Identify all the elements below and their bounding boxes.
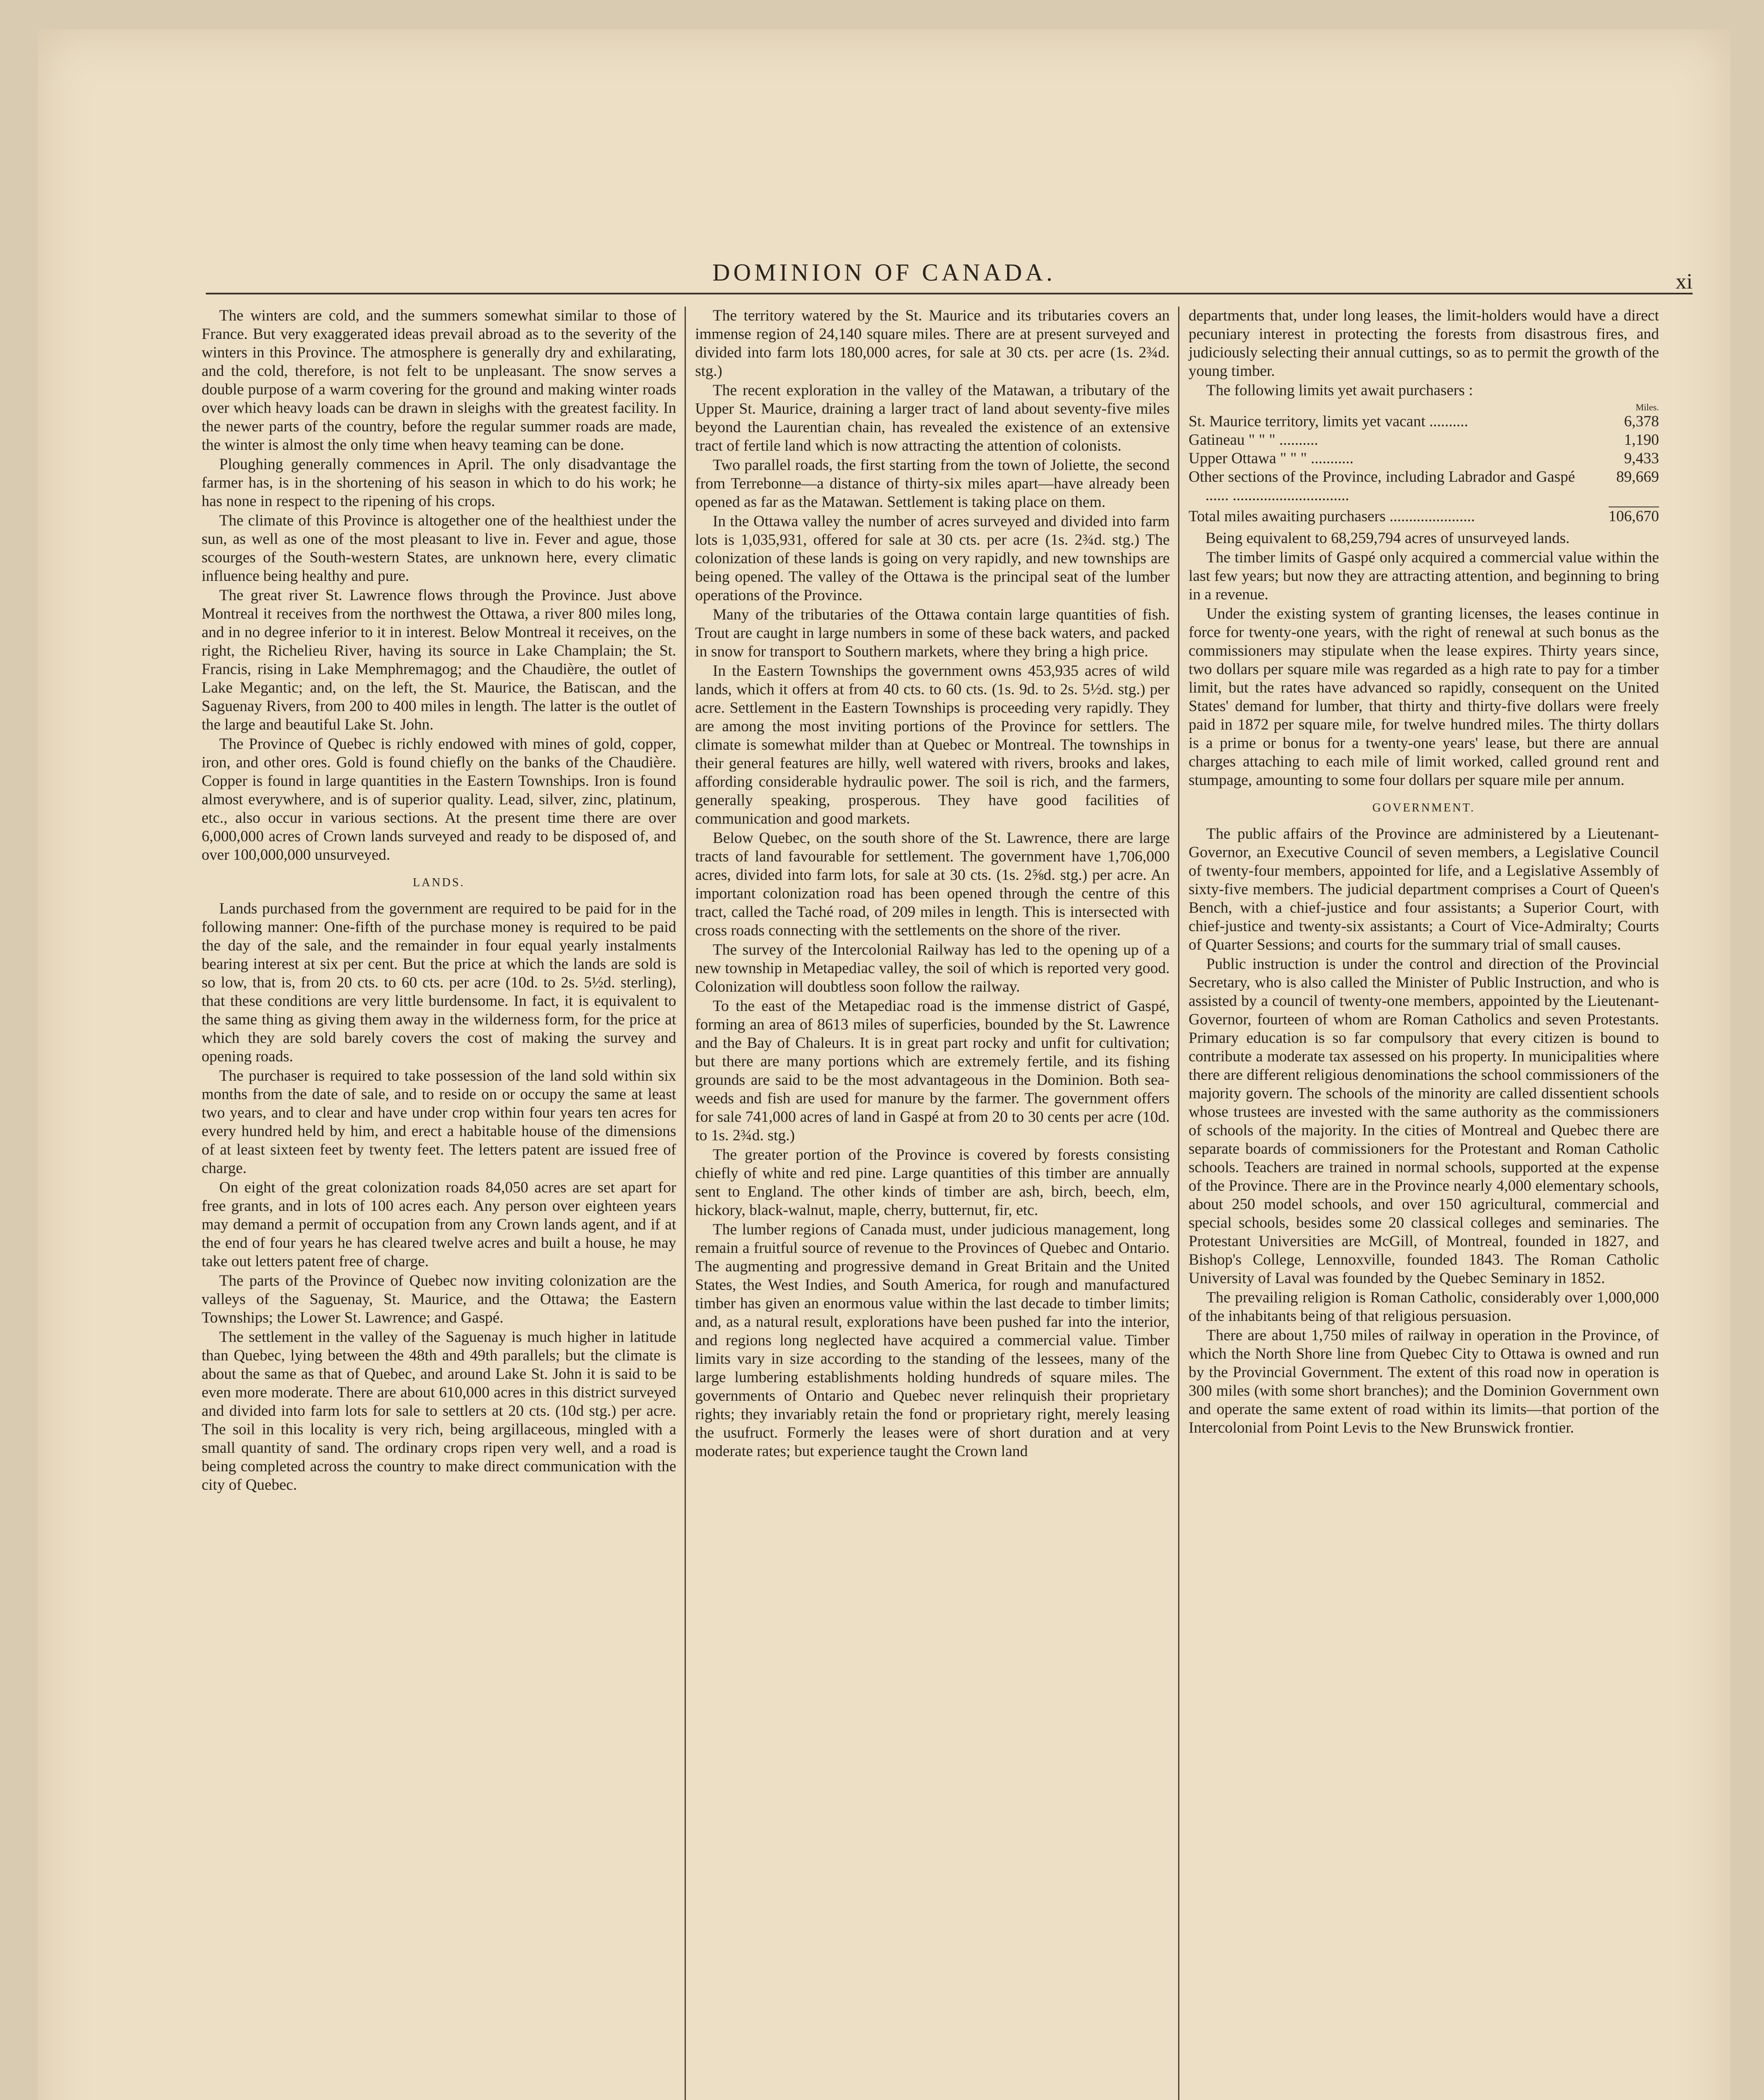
- limits-row-value: 6,378: [1624, 413, 1659, 430]
- limits-row-label: Upper Ottawa " " " ...........: [1189, 450, 1354, 467]
- limits-row: [1189, 468, 1659, 505]
- limits-intro: The following limits yet await purchasers :: [1206, 382, 1473, 399]
- section-heading-government: GOVERNMENT.: [1372, 801, 1475, 814]
- equivalent-acres: Being equivalent to 68,259,794 acres of unsurveyed lands.: [1205, 530, 1570, 547]
- paragraph: Many of the tributaries of the Ottawa contain large quantities of fish. Trout are caught in large numbers in some of these back waters, and packed in snow for transport to Southern markets, where they bring a high price.: [695, 606, 1170, 660]
- paragraph: Under the existing system of granting licenses, the leases continue in force for twenty-one years, with the right of renewal at such bonus as the commissioners may stipulate when the lease expires. Thirty years since, two dollars per square mile was regarded as a high rate to pay for a timber limit, but the rates have advanced so rapidly, consequent on the United States' demand for lumber, that thirty and thirty-five dollars were freely paid in 1872 per square mile, for twelve hundred miles. The thirty dollars is a prime or bonus for a twenty-one years' lease, but there are annual charges attaching to each mile of limit worked, called ground rent and stumpage, amounting to some four dollars per square mile per annum.: [1189, 605, 1659, 789]
- paragraph: To the east of the Metapediac road is the immense district of Gaspé, forming an area of 8613 miles of superficies, bounded by the St. Lawrence and the Bay of Chaleurs. It is in great part rocky and unfit for cultivation; but there are many portions which are extremely fertile, and its fishing grounds are said to be the most advantageous in the Dominion. Both sea-weeds and fish are used for manure by the farmer. The government offers for sale 741,000 acres of land in Gaspé at from 20 to 30 cents per acre (10d. to 1s. 2¾d. stg.): [695, 998, 1170, 1144]
- paragraph: The recent exploration in the valley of the Matawan, a tributary of the Upper St. Maurice, draining a larger tract of land about seventy-five miles beyond the Laurentian chain, has revealed the existence of an extensive tract of fertile land which is now attracting the attention of colonists.: [695, 382, 1170, 454]
- paragraph: The public affairs of the Province are administered by a Lieutenant-Governor, an Executive Council of seven members, a Legislative Council of twenty-four members, appointed for life, and a Legislative Assembly of sixty-five members. The judicial department comprises a Court of Queen's Bench, with a chief-justice and four assistants; a Superior Court, with chief-justice and twenty-six assistants; a Court of Vice-Admiralty; Courts of Quarter Sessions; and courts for the summary trial of small causes.: [1189, 825, 1659, 953]
- paragraph: There are about 1,750 miles of railway in operation in the Province, of which the North Shore line from Quebec City to Ottawa is owned and run by the Provincial Government. The extent of this road now in operation is 300 miles (with some short branches); and the Dominion Government own and operate the same extent of road within its limits—that portion of the Intercolonial from Point Levis to the New Brunswick frontier.: [1189, 1327, 1659, 1436]
- header-rule: [206, 293, 1693, 294]
- limits-row-value: 1,190: [1624, 431, 1659, 449]
- limits-row: [1189, 449, 1659, 468]
- paragraph: The Province of Quebec is richly endowed with mines of gold, copper, iron, and other ores. Gold is found chiefly on the banks of the Chaudière. Copper is found in large quantities in the Eastern Townships. Iron is found almost everywhere, and is of superior quality. Lead, silver, zinc, platinum, etc., also occur in various sections. At the present time there are over 6,000,000 acres of Crown lands surveyed and ready to be disposed of, and over 100,000,000 unsurveyed.: [202, 735, 676, 864]
- limits-total-row: [1189, 507, 1659, 526]
- paragraph: The winters are cold, and the summers somewhat similar to those of France. But very exaggerated ideas prevail abroad as to the severity of the winters in this Province. The atmosphere is generally dry and exhilarating, and the cold, therefore, is not felt to be unpleasant. The snow serves a double purpose of a warm covering for the ground and making winter roads over which heavy loads can be drawn in sleighs with the greatest facility. In the newer parts of the country, before the regular summer roads are made, the winter is almost the only time when heavy teaming can be done.: [202, 307, 676, 454]
- limits-unit-label: Miles.: [1635, 402, 1659, 412]
- paragraph: Lands purchased from the government are required to be paid for in the following manner: One-fifth of the purchase money is required to be paid the day of the sale, and the remainder in four equal yearly instalments bearing interest at six per cent. But the price at which the lands are sold is so low, that is, from 20 cts. to 60 cts. per acre (10d. to 2s. 5½d. sterling), that these conditions are very little burdensome. In fact, it is equivalent to the same thing as giving them away in the wilderness form, for the price at which they are sold barely covers the cost of making the survey and opening roads.: [202, 900, 676, 1065]
- paragraph: Two parallel roads, the first starting from the town of Joliette, the second from Terrebonne—a distance of thirty-six miles apart—have already been opened as far as the Matawan. Settlement is taking place on them.: [695, 457, 1170, 511]
- paragraph: In the Eastern Townships the government owns 453,935 acres of wild lands, which it offers at from 40 cts. to 60 cts. (1s. 9d. to 2s. 5½d. stg.) per acre. Settlement in the Eastern Townships is proceeding very rapidly. They are among the most inviting portions of the Province for settlers. The climate is somewhat milder than at Quebec or Montreal. The townships in their general features are hilly, well watered with rivers, brooks and lakes, affording considerable hydraulic power. The soil is rich, and the farmers, generally speaking, prosperous. They have good facilities of communication and good markets.: [695, 662, 1170, 827]
- page-sheet: [38, 29, 1730, 2100]
- paragraph: Below Quebec, on the south shore of the St. Lawrence, there are large tracts of land favourable for settlement. The government have 1,706,000 acres, divided into farm lots, for sale at 30 cts. (1s. 2⅝d. stg.) per acre. An important colonization road has been opened through the centre of this tract, called the Taché road, of 209 miles in length. This is intersected with cross roads connecting with the settlements on the shore of the river.: [695, 830, 1170, 939]
- limits-row-value: 9,433: [1624, 450, 1659, 467]
- paragraph: The territory watered by the St. Maurice and its tributaries covers an immense region of 24,140 square miles. There are at present surveyed and divided into farm lots 180,000 acres, for sale at 30 cts. per acre (1s. 2¾d. stg.): [695, 307, 1170, 380]
- limits-row-label: St. Maurice territory, limits yet vacant ..........: [1189, 413, 1468, 430]
- paragraph: The parts of the Province of Quebec now inviting colonization are the valleys of the Saguenay, St. Maurice, and the Ottawa; the Eastern Townships; the Lower St. Lawrence; and Gaspé.: [202, 1272, 676, 1326]
- limits-row-label: Other sections of the Province, including Labrador and Gaspé ...... ..............................: [1189, 468, 1575, 504]
- limits-row: [1189, 412, 1659, 431]
- limits-row-label: Gatineau " " " ..........: [1189, 431, 1318, 449]
- paragraph: The greater portion of the Province is covered by forests consisting chiefly of white and red pine. Large quantities of this timber are annually sent to England. The other kinds of timber are ash, birch, beech, elm, hickory, black-walnut, maple, cherry, butternut, fir, etc.: [695, 1146, 1170, 1219]
- paragraph: The prevailing religion is Roman Catholic, considerably over 1,000,000 of the inhabitants being of that religious persuasion.: [1189, 1289, 1659, 1325]
- running-title: DOMINION OF CANADA.: [712, 259, 1056, 286]
- paragraph: In the Ottawa valley the number of acres surveyed and divided into farm lots is 1,035,931, offered for sale at 30 cts. per acre (1s. 2¾d. stg.) The colonization of these lands is going on very rapidly, and new townships are being opened. The valley of the Ottawa is the principal seat of the lumber operations of the Province.: [695, 513, 1170, 604]
- paragraph: The timber limits of Gaspé only acquired a commercial value within the last few years; but now they are attracting attention, and beginning to bring in a revenue.: [1189, 549, 1659, 603]
- paragraph: The great river St. Lawrence flows through the Province. Just above Montreal it receives from the northwest the Ottawa, a river 800 miles long, and in no degree inferior to it in interest. Below Montreal it receives, on the right, the Richelieu River, having its source in Lake Champlain; the St. Francis, rising in Lake Memphremagog; and the Chaudière, the outlet of Lake Megantic; and, on the left, the St. Maurice, the Batiscan, and the Saguenay Rivers, from 200 to 400 miles in length. The latter is the outlet of the large and beautiful Lake St. John.: [202, 587, 676, 733]
- paragraph: The survey of the Intercolonial Railway has led to the opening up of a new township in Metapediac valley, the soil of which is reported very good. Colonization will doubtless soon follow the railway.: [695, 941, 1170, 995]
- paragraph: The climate of this Province is altogether one of the healthiest under the sun, as well as one of the most pleasant to live in. Fever and ague, those scourges of the South-western States, are unknown here, every climatic influence being healthy and pure.: [202, 512, 676, 585]
- paragraph: The purchaser is required to take possession of the land sold within six months from the date of sale, and to reside on or occupy the same at least two years, and to clear and have under crop within four years ten acres for every hundred held by him, and erect a habitable house of the dimensions of at least sixteen feet by twenty feet. The letters patent are issued free of charge.: [202, 1067, 676, 1177]
- limits-table: [1189, 402, 1659, 526]
- column-3: [1178, 307, 1659, 2100]
- paragraph: The lumber regions of Canada must, under judicious management, long remain a fruitful source of revenue to the Provinces of Quebec and Ontario. The augmenting and progressive demand in Great Britain and the United States, the West Indies, and South America, for rough and manufactured timber has given an enormous value within the last decade to timber limits; and, as a natural result, explorations have been pushed far into the interior, and regions long neglected have acquired a commercial value. Timber limits vary in size according to the standing of the lessees, many of the large lumbering establishments holding hundreds of square miles. The governments of Ontario and Quebec never relinquish their proprietary rights; they invariably retain the fond or proprietary right, merely leasing the usufruct. Formerly the leases were of short duration and at very moderate rates; but experience taught the Crown land: [695, 1221, 1170, 1460]
- column-1: [202, 307, 676, 2100]
- paragraph: On eight of the great colonization roads 84,050 acres are set apart for free grants, and in lots of 100 acres each. Any person over eighteen years may demand a permit of occupation from any Crown lands agent, and if at the end of four years he has cleared twelve acres and built a house, he may take out letters patent free of charge.: [202, 1179, 676, 1270]
- page-number: xi: [1675, 270, 1693, 294]
- column-2: [685, 307, 1170, 2100]
- paragraph: Ploughing generally commences in April. The only disadvantage the farmer has, is in the shortening of his season in which to do his work; he has none in respect to the ripening of his crops.: [202, 456, 676, 510]
- page-header: [38, 258, 1730, 296]
- limits-row-value: 89,669: [1616, 468, 1659, 486]
- limits-row: [1189, 431, 1659, 449]
- limits-total-label: Total miles awaiting purchasers ......................: [1189, 508, 1475, 525]
- limits-total-value: 106,670: [1608, 508, 1659, 525]
- paragraph: The settlement in the valley of the Saguenay is much higher in latitude than Quebec, lying between the 48th and 49th parallels; but the climate is about the same as that of Quebec, and around Lake St. John it is said to be even more moderate. There are about 610,000 acres in this district surveyed and divided into farm lots for sale to settlers at 20 cts. (10d stg.) per acre. The soil in this locality is very rich, being argillaceous, mingled with a small quantity of sand. The ordinary crops ripen very well, and a road is being completed across the country to make direct communication with the city of Quebec.: [202, 1328, 676, 1494]
- section-heading-lands: LANDS.: [412, 876, 465, 889]
- paragraph: departments that, under long leases, the limit-holders would have a direct pecuniary interest in protecting the forests from disastrous fires, and judiciously selecting their annual cuttings, so as to permit the growth of the young timber.: [1189, 307, 1659, 380]
- paragraph: Public instruction is under the control and direction of the Provincial Secretary, who is also called the Minister of Public Instruction, and who is assisted by a council of twenty-one members, appointed by the Lieutenant-Governor, fourteen of whom are Roman Catholics and seven Protestants. Primary education is so far compulsory that every citizen is bound to contribute a moderate tax assessed on his property. In municipalities where there are different religious denominations the school commissioners of the majority govern. The schools of the minority are called dissentient schools whose trustees are invested with the same authority as the commissioners of schools of the majority. In the cities of Montreal and Quebec there are separate boards of commissioners for the Protestant and Roman Catholic schools. Teachers are trained in normal schools, supported at the expense of the Province. There are in the Province nearly 4,000 elementary schools, about 250 model schools, and over 150 agricultural, commercial and special schools, besides some 20 classical colleges and seminaries. The Protestant Universities are McGill, of Montreal, founded in 1827, and Bishop's College, Lennoxville, founded 1843. The Roman Catholic University of Laval was founded by the Quebec Seminary in 1852.: [1189, 956, 1659, 1287]
